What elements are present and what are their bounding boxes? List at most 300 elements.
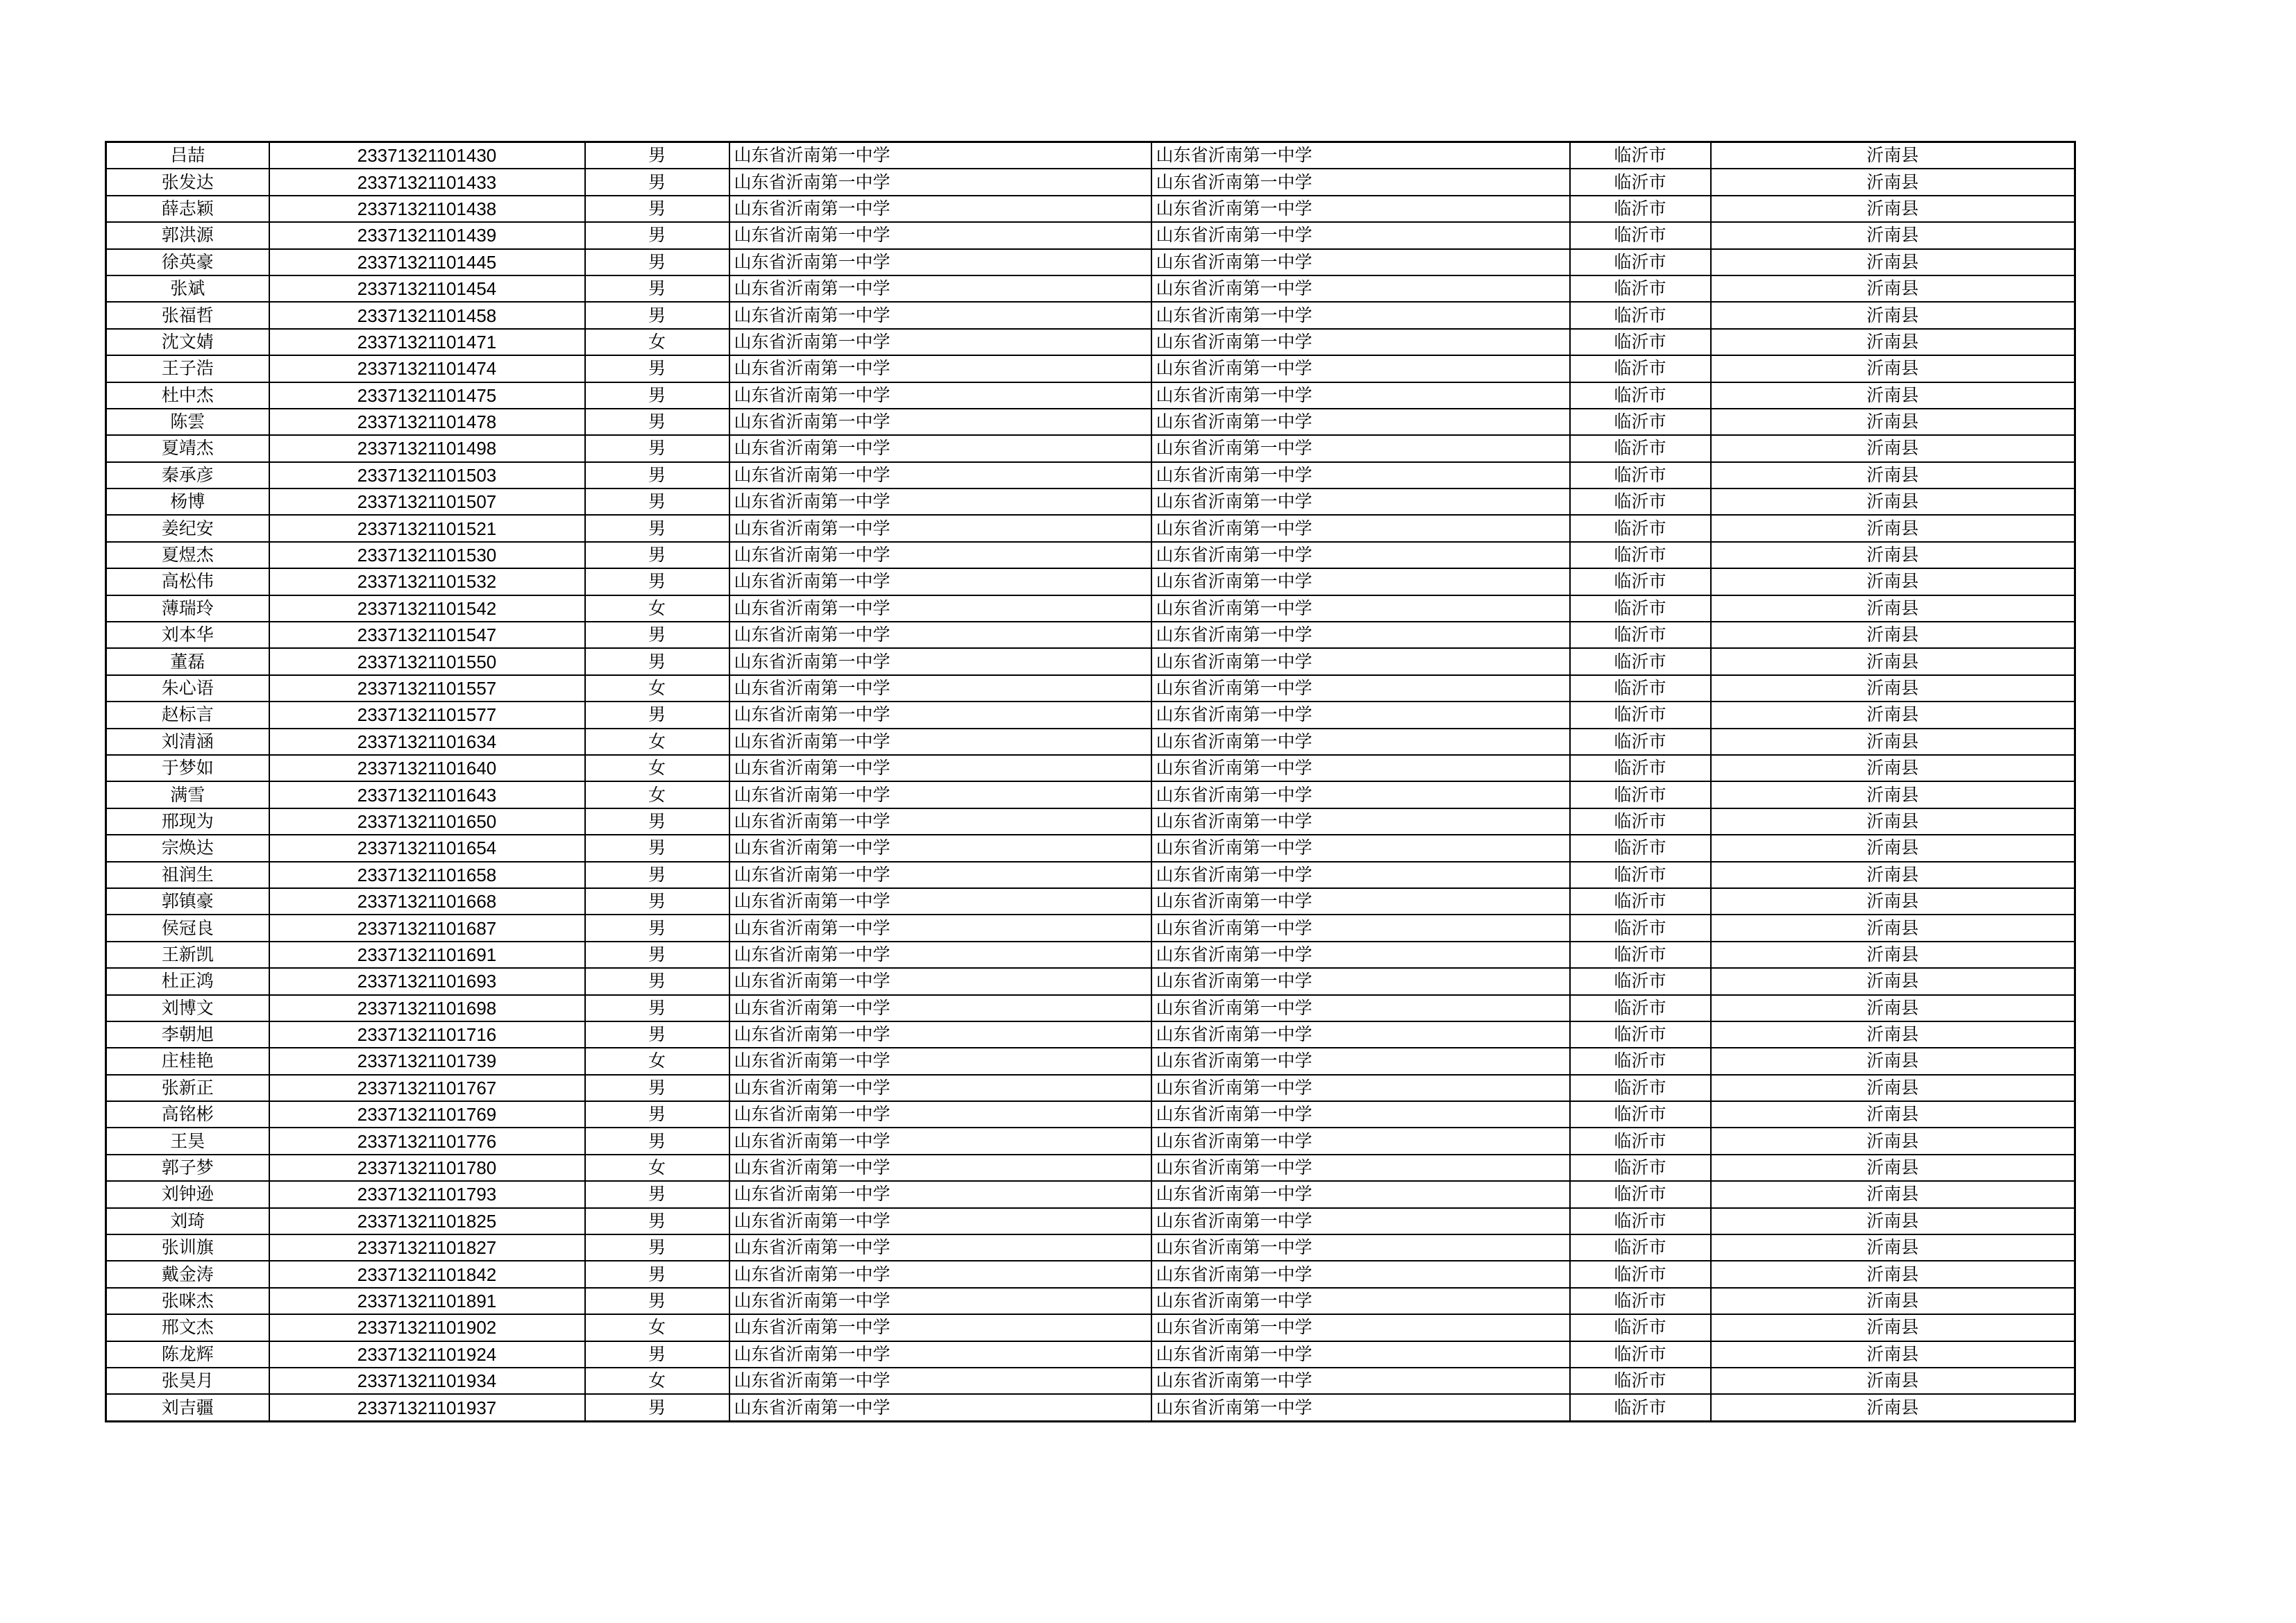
exam-number-cell: 23371321101658 (269, 862, 585, 888)
county-cell: 沂南县 (1711, 462, 2075, 488)
exam-number-cell: 23371321101643 (269, 781, 585, 808)
student-name-cell: 刘钟逊 (106, 1181, 269, 1207)
student-name-cell: 董磊 (106, 648, 269, 674)
school-cell: 山东省沂南第一中学 (729, 1101, 1151, 1128)
school-cell: 山东省沂南第一中学 (729, 515, 1151, 541)
city-cell: 临沂市 (1570, 915, 1711, 941)
school-cell: 山东省沂南第一中学 (729, 355, 1151, 382)
student-name-cell: 张斌 (106, 275, 269, 302)
table-row (106, 222, 2075, 248)
gender-cell: 男 (585, 1234, 729, 1261)
school-cell: 山东省沂南第一中学 (729, 222, 1151, 248)
table-row (106, 275, 2075, 302)
gender-cell: 女 (585, 329, 729, 355)
city-cell: 临沂市 (1570, 755, 1711, 781)
county-cell: 沂南县 (1711, 675, 2075, 702)
gender-cell: 男 (585, 249, 729, 275)
city-cell: 临沂市 (1570, 808, 1711, 835)
student-name-cell: 张昊月 (106, 1368, 269, 1394)
gender-cell: 男 (585, 1075, 729, 1101)
table-row (106, 196, 2075, 222)
gender-cell: 男 (585, 196, 729, 222)
student-name-cell: 王新凯 (106, 942, 269, 968)
table-row (106, 1261, 2075, 1287)
county-cell: 沂南县 (1711, 488, 2075, 515)
county-cell: 沂南县 (1711, 888, 2075, 915)
school-cell: 山东省沂南第一中学 (729, 675, 1151, 702)
city-cell: 临沂市 (1570, 222, 1711, 248)
county-cell: 沂南县 (1711, 915, 2075, 941)
school-cell: 山东省沂南第一中学 (729, 702, 1151, 728)
graduating-school-cell: 山东省沂南第一中学 (1151, 1234, 1570, 1261)
gender-cell: 男 (585, 1128, 729, 1154)
exam-number-cell: 23371321101557 (269, 675, 585, 702)
school-cell: 山东省沂南第一中学 (729, 1368, 1151, 1394)
table-row (106, 888, 2075, 915)
table-row (106, 835, 2075, 861)
table-row (106, 1314, 2075, 1341)
table-row (106, 1075, 2075, 1101)
school-cell: 山东省沂南第一中学 (729, 249, 1151, 275)
gender-cell: 男 (585, 435, 729, 461)
gender-cell: 女 (585, 1368, 729, 1394)
graduating-school-cell: 山东省沂南第一中学 (1151, 781, 1570, 808)
county-cell: 沂南县 (1711, 515, 2075, 541)
gender-cell: 男 (585, 275, 729, 302)
exam-number-cell: 23371321101793 (269, 1181, 585, 1207)
table-row (106, 1181, 2075, 1207)
exam-number-cell: 23371321101691 (269, 942, 585, 968)
exam-number-cell: 23371321101687 (269, 915, 585, 941)
exam-number-cell: 23371321101454 (269, 275, 585, 302)
student-name-cell: 杜中杰 (106, 382, 269, 409)
city-cell: 临沂市 (1570, 888, 1711, 915)
student-name-cell: 侯冠良 (106, 915, 269, 941)
graduating-school-cell: 山东省沂南第一中学 (1151, 275, 1570, 302)
city-cell: 临沂市 (1570, 1101, 1711, 1128)
school-cell: 山东省沂南第一中学 (729, 488, 1151, 515)
table-row (106, 302, 2075, 328)
table-row (106, 382, 2075, 409)
exam-number-cell: 23371321101640 (269, 755, 585, 781)
exam-number-cell: 23371321101547 (269, 622, 585, 648)
table-row (106, 755, 2075, 781)
student-name-cell: 于梦如 (106, 755, 269, 781)
county-cell: 沂南县 (1711, 862, 2075, 888)
city-cell: 临沂市 (1570, 435, 1711, 461)
county-cell: 沂南县 (1711, 222, 2075, 248)
school-cell: 山东省沂南第一中学 (729, 1261, 1151, 1287)
gender-cell: 男 (585, 169, 729, 195)
graduating-school-cell: 山东省沂南第一中学 (1151, 488, 1570, 515)
school-cell: 山东省沂南第一中学 (729, 1314, 1151, 1341)
exam-number-cell: 23371321101430 (269, 142, 585, 169)
graduating-school-cell: 山东省沂南第一中学 (1151, 329, 1570, 355)
gender-cell: 男 (585, 222, 729, 248)
county-cell: 沂南县 (1711, 729, 2075, 755)
school-cell: 山东省沂南第一中学 (729, 542, 1151, 568)
exam-number-cell: 23371321101498 (269, 435, 585, 461)
graduating-school-cell: 山东省沂南第一中学 (1151, 382, 1570, 409)
graduating-school-cell: 山东省沂南第一中学 (1151, 675, 1570, 702)
gender-cell: 女 (585, 729, 729, 755)
city-cell: 临沂市 (1570, 196, 1711, 222)
student-name-cell: 邢现为 (106, 808, 269, 835)
gender-cell: 男 (585, 942, 729, 968)
table-row (106, 729, 2075, 755)
school-cell: 山东省沂南第一中学 (729, 968, 1151, 994)
city-cell: 临沂市 (1570, 142, 1711, 169)
gender-cell: 男 (585, 1341, 729, 1368)
gender-cell: 男 (585, 1208, 729, 1234)
table-row (106, 1288, 2075, 1314)
school-cell: 山东省沂南第一中学 (729, 942, 1151, 968)
county-cell: 沂南县 (1711, 648, 2075, 674)
school-cell: 山东省沂南第一中学 (729, 1021, 1151, 1048)
student-name-cell: 陈雲 (106, 409, 269, 435)
graduating-school-cell: 山东省沂南第一中学 (1151, 808, 1570, 835)
table-row (106, 995, 2075, 1021)
city-cell: 临沂市 (1570, 382, 1711, 409)
city-cell: 临沂市 (1570, 1048, 1711, 1074)
exam-number-cell: 23371321101924 (269, 1341, 585, 1368)
gender-cell: 女 (585, 1048, 729, 1074)
city-cell: 临沂市 (1570, 622, 1711, 648)
city-cell: 临沂市 (1570, 1261, 1711, 1287)
exam-number-cell: 23371321101521 (269, 515, 585, 541)
city-cell: 临沂市 (1570, 462, 1711, 488)
graduating-school-cell: 山东省沂南第一中学 (1151, 942, 1570, 968)
city-cell: 临沂市 (1570, 488, 1711, 515)
gender-cell: 男 (585, 302, 729, 328)
student-name-cell: 张福哲 (106, 302, 269, 328)
school-cell: 山东省沂南第一中学 (729, 781, 1151, 808)
student-name-cell: 杜正鸿 (106, 968, 269, 994)
table-row (106, 1341, 2075, 1368)
school-cell: 山东省沂南第一中学 (729, 1075, 1151, 1101)
exam-number-cell: 23371321101438 (269, 196, 585, 222)
student-name-cell: 张发达 (106, 169, 269, 195)
gender-cell: 女 (585, 1155, 729, 1181)
exam-number-cell: 23371321101902 (269, 1314, 585, 1341)
city-cell: 临沂市 (1570, 942, 1711, 968)
gender-cell: 男 (585, 1288, 729, 1314)
exam-number-cell: 23371321101776 (269, 1128, 585, 1154)
graduating-school-cell: 山东省沂南第一中学 (1151, 435, 1570, 461)
graduating-school-cell: 山东省沂南第一中学 (1151, 409, 1570, 435)
city-cell: 临沂市 (1570, 1341, 1711, 1368)
gender-cell: 男 (585, 648, 729, 674)
city-cell: 临沂市 (1570, 568, 1711, 595)
student-name-cell: 刘吉疆 (106, 1394, 269, 1421)
exam-number-cell: 23371321101445 (269, 249, 585, 275)
table-row (106, 1234, 2075, 1261)
student-name-cell: 王昊 (106, 1128, 269, 1154)
city-cell: 临沂市 (1570, 329, 1711, 355)
graduating-school-cell: 山东省沂南第一中学 (1151, 515, 1570, 541)
exam-number-cell: 23371321101474 (269, 355, 585, 382)
graduating-school-cell: 山东省沂南第一中学 (1151, 142, 1570, 169)
gender-cell: 男 (585, 462, 729, 488)
table-row (106, 595, 2075, 622)
school-cell: 山东省沂南第一中学 (729, 729, 1151, 755)
school-cell: 山东省沂南第一中学 (729, 1181, 1151, 1207)
school-cell: 山东省沂南第一中学 (729, 196, 1151, 222)
school-cell: 山东省沂南第一中学 (729, 1394, 1151, 1421)
student-name-cell: 沈文婧 (106, 329, 269, 355)
county-cell: 沂南县 (1711, 995, 2075, 1021)
county-cell: 沂南县 (1711, 1288, 2075, 1314)
graduating-school-cell: 山东省沂南第一中学 (1151, 1341, 1570, 1368)
city-cell: 临沂市 (1570, 595, 1711, 622)
gender-cell: 男 (585, 1394, 729, 1421)
graduating-school-cell: 山东省沂南第一中学 (1151, 1288, 1570, 1314)
table-row (106, 915, 2075, 941)
student-name-cell: 夏靖杰 (106, 435, 269, 461)
exam-number-cell: 23371321101739 (269, 1048, 585, 1074)
gender-cell: 女 (585, 781, 729, 808)
county-cell: 沂南县 (1711, 1128, 2075, 1154)
city-cell: 临沂市 (1570, 249, 1711, 275)
exam-number-cell: 23371321101891 (269, 1288, 585, 1314)
student-name-cell: 宗焕达 (106, 835, 269, 861)
county-cell: 沂南县 (1711, 1368, 2075, 1394)
exam-number-cell: 23371321101507 (269, 488, 585, 515)
gender-cell: 男 (585, 1021, 729, 1048)
student-name-cell: 戴金涛 (106, 1261, 269, 1287)
student-name-cell: 朱心语 (106, 675, 269, 702)
student-name-cell: 刘博文 (106, 995, 269, 1021)
gender-cell: 男 (585, 915, 729, 941)
student-name-cell: 郭子梦 (106, 1155, 269, 1181)
table-row (106, 542, 2075, 568)
exam-number-cell: 23371321101716 (269, 1021, 585, 1048)
school-cell: 山东省沂南第一中学 (729, 142, 1151, 169)
exam-number-cell: 23371321101478 (269, 409, 585, 435)
school-cell: 山东省沂南第一中学 (729, 808, 1151, 835)
table-row (106, 648, 2075, 674)
school-cell: 山东省沂南第一中学 (729, 888, 1151, 915)
graduating-school-cell: 山东省沂南第一中学 (1151, 1181, 1570, 1207)
city-cell: 临沂市 (1570, 1128, 1711, 1154)
table-row (106, 1048, 2075, 1074)
city-cell: 临沂市 (1570, 409, 1711, 435)
student-name-cell: 薛志颖 (106, 196, 269, 222)
graduating-school-cell: 山东省沂南第一中学 (1151, 1394, 1570, 1421)
graduating-school-cell: 山东省沂南第一中学 (1151, 648, 1570, 674)
roster-table-body (106, 142, 2075, 1422)
county-cell: 沂南县 (1711, 1341, 2075, 1368)
county-cell: 沂南县 (1711, 302, 2075, 328)
school-cell: 山东省沂南第一中学 (729, 169, 1151, 195)
county-cell: 沂南县 (1711, 329, 2075, 355)
student-name-cell: 李朝旭 (106, 1021, 269, 1048)
exam-number-cell: 23371321101698 (269, 995, 585, 1021)
exam-number-cell: 23371321101668 (269, 888, 585, 915)
table-row (106, 142, 2075, 169)
graduating-school-cell: 山东省沂南第一中学 (1151, 1155, 1570, 1181)
city-cell: 临沂市 (1570, 355, 1711, 382)
school-cell: 山东省沂南第一中学 (729, 1288, 1151, 1314)
graduating-school-cell: 山东省沂南第一中学 (1151, 862, 1570, 888)
exam-number-cell: 23371321101825 (269, 1208, 585, 1234)
school-cell: 山东省沂南第一中学 (729, 1048, 1151, 1074)
table-row (106, 968, 2075, 994)
county-cell: 沂南县 (1711, 249, 2075, 275)
table-row (106, 249, 2075, 275)
county-cell: 沂南县 (1711, 1048, 2075, 1074)
city-cell: 临沂市 (1570, 1394, 1711, 1421)
county-cell: 沂南县 (1711, 382, 2075, 409)
county-cell: 沂南县 (1711, 275, 2075, 302)
school-cell: 山东省沂南第一中学 (729, 462, 1151, 488)
graduating-school-cell: 山东省沂南第一中学 (1151, 1208, 1570, 1234)
school-cell: 山东省沂南第一中学 (729, 1208, 1151, 1234)
gender-cell: 男 (585, 568, 729, 595)
gender-cell: 男 (585, 622, 729, 648)
county-cell: 沂南县 (1711, 1394, 2075, 1421)
gender-cell: 男 (585, 862, 729, 888)
roster-table (105, 141, 2076, 1422)
student-name-cell: 赵标言 (106, 702, 269, 728)
table-row (106, 702, 2075, 728)
table-row (106, 808, 2075, 835)
gender-cell: 男 (585, 995, 729, 1021)
gender-cell: 男 (585, 702, 729, 728)
school-cell: 山东省沂南第一中学 (729, 622, 1151, 648)
table-row (106, 862, 2075, 888)
graduating-school-cell: 山东省沂南第一中学 (1151, 755, 1570, 781)
county-cell: 沂南县 (1711, 1261, 2075, 1287)
gender-cell: 女 (585, 1314, 729, 1341)
student-name-cell: 刘清涵 (106, 729, 269, 755)
exam-number-cell: 23371321101458 (269, 302, 585, 328)
table-row (106, 435, 2075, 461)
city-cell: 临沂市 (1570, 1314, 1711, 1341)
county-cell: 沂南县 (1711, 568, 2075, 595)
graduating-school-cell: 山东省沂南第一中学 (1151, 196, 1570, 222)
exam-number-cell: 23371321101827 (269, 1234, 585, 1261)
table-row (106, 1128, 2075, 1154)
student-name-cell: 薄瑞玲 (106, 595, 269, 622)
city-cell: 临沂市 (1570, 968, 1711, 994)
exam-number-cell: 23371321101433 (269, 169, 585, 195)
county-cell: 沂南县 (1711, 1101, 2075, 1128)
graduating-school-cell: 山东省沂南第一中学 (1151, 222, 1570, 248)
table-row (106, 1208, 2075, 1234)
city-cell: 临沂市 (1570, 515, 1711, 541)
county-cell: 沂南县 (1711, 702, 2075, 728)
graduating-school-cell: 山东省沂南第一中学 (1151, 888, 1570, 915)
gender-cell: 男 (585, 1261, 729, 1287)
gender-cell: 男 (585, 835, 729, 861)
city-cell: 临沂市 (1570, 862, 1711, 888)
county-cell: 沂南县 (1711, 595, 2075, 622)
table-row (106, 781, 2075, 808)
school-cell: 山东省沂南第一中学 (729, 329, 1151, 355)
exam-number-cell: 23371321101780 (269, 1155, 585, 1181)
graduating-school-cell: 山东省沂南第一中学 (1151, 302, 1570, 328)
table-row (106, 568, 2075, 595)
student-name-cell: 刘琦 (106, 1208, 269, 1234)
county-cell: 沂南县 (1711, 1155, 2075, 1181)
graduating-school-cell: 山东省沂南第一中学 (1151, 702, 1570, 728)
county-cell: 沂南县 (1711, 835, 2075, 861)
exam-number-cell: 23371321101937 (269, 1394, 585, 1421)
gender-cell: 男 (585, 515, 729, 541)
table-row (106, 409, 2075, 435)
student-name-cell: 夏煜杰 (106, 542, 269, 568)
graduating-school-cell: 山东省沂南第一中学 (1151, 1128, 1570, 1154)
table-row (106, 329, 2075, 355)
county-cell: 沂南县 (1711, 196, 2075, 222)
county-cell: 沂南县 (1711, 409, 2075, 435)
graduating-school-cell: 山东省沂南第一中学 (1151, 995, 1570, 1021)
student-name-cell: 张训旗 (106, 1234, 269, 1261)
county-cell: 沂南县 (1711, 1208, 2075, 1234)
table-row (106, 1368, 2075, 1394)
city-cell: 临沂市 (1570, 275, 1711, 302)
student-name-cell: 邢文杰 (106, 1314, 269, 1341)
gender-cell: 男 (585, 808, 729, 835)
graduating-school-cell: 山东省沂南第一中学 (1151, 1101, 1570, 1128)
gender-cell: 男 (585, 488, 729, 515)
county-cell: 沂南县 (1711, 1314, 2075, 1341)
city-cell: 临沂市 (1570, 648, 1711, 674)
school-cell: 山东省沂南第一中学 (729, 915, 1151, 941)
exam-number-cell: 23371321101530 (269, 542, 585, 568)
exam-number-cell: 23371321101842 (269, 1261, 585, 1287)
city-cell: 临沂市 (1570, 302, 1711, 328)
exam-number-cell: 23371321101634 (269, 729, 585, 755)
student-name-cell: 祖润生 (106, 862, 269, 888)
student-name-cell: 张咪杰 (106, 1288, 269, 1314)
graduating-school-cell: 山东省沂南第一中学 (1151, 568, 1570, 595)
county-cell: 沂南县 (1711, 1181, 2075, 1207)
school-cell: 山东省沂南第一中学 (729, 995, 1151, 1021)
student-name-cell: 高松伟 (106, 568, 269, 595)
city-cell: 临沂市 (1570, 1155, 1711, 1181)
county-cell: 沂南县 (1711, 169, 2075, 195)
graduating-school-cell: 山东省沂南第一中学 (1151, 542, 1570, 568)
school-cell: 山东省沂南第一中学 (729, 409, 1151, 435)
table-row (106, 355, 2075, 382)
graduating-school-cell: 山东省沂南第一中学 (1151, 355, 1570, 382)
exam-number-cell: 23371321101532 (269, 568, 585, 595)
exam-number-cell: 23371321101693 (269, 968, 585, 994)
graduating-school-cell: 山东省沂南第一中学 (1151, 915, 1570, 941)
student-name-cell: 徐英豪 (106, 249, 269, 275)
exam-number-cell: 23371321101439 (269, 222, 585, 248)
county-cell: 沂南县 (1711, 355, 2075, 382)
exam-number-cell: 23371321101650 (269, 808, 585, 835)
school-cell: 山东省沂南第一中学 (729, 835, 1151, 861)
table-row (106, 515, 2075, 541)
city-cell: 临沂市 (1570, 1075, 1711, 1101)
table-row (106, 942, 2075, 968)
student-name-cell: 王子浩 (106, 355, 269, 382)
student-name-cell: 张新正 (106, 1075, 269, 1101)
graduating-school-cell: 山东省沂南第一中学 (1151, 729, 1570, 755)
exam-number-cell: 23371321101475 (269, 382, 585, 409)
graduating-school-cell: 山东省沂南第一中学 (1151, 1048, 1570, 1074)
table-row (106, 1394, 2075, 1421)
student-name-cell: 满雪 (106, 781, 269, 808)
student-name-cell: 姜纪安 (106, 515, 269, 541)
graduating-school-cell: 山东省沂南第一中学 (1151, 1314, 1570, 1341)
exam-number-cell: 23371321101503 (269, 462, 585, 488)
exam-number-cell: 23371321101471 (269, 329, 585, 355)
